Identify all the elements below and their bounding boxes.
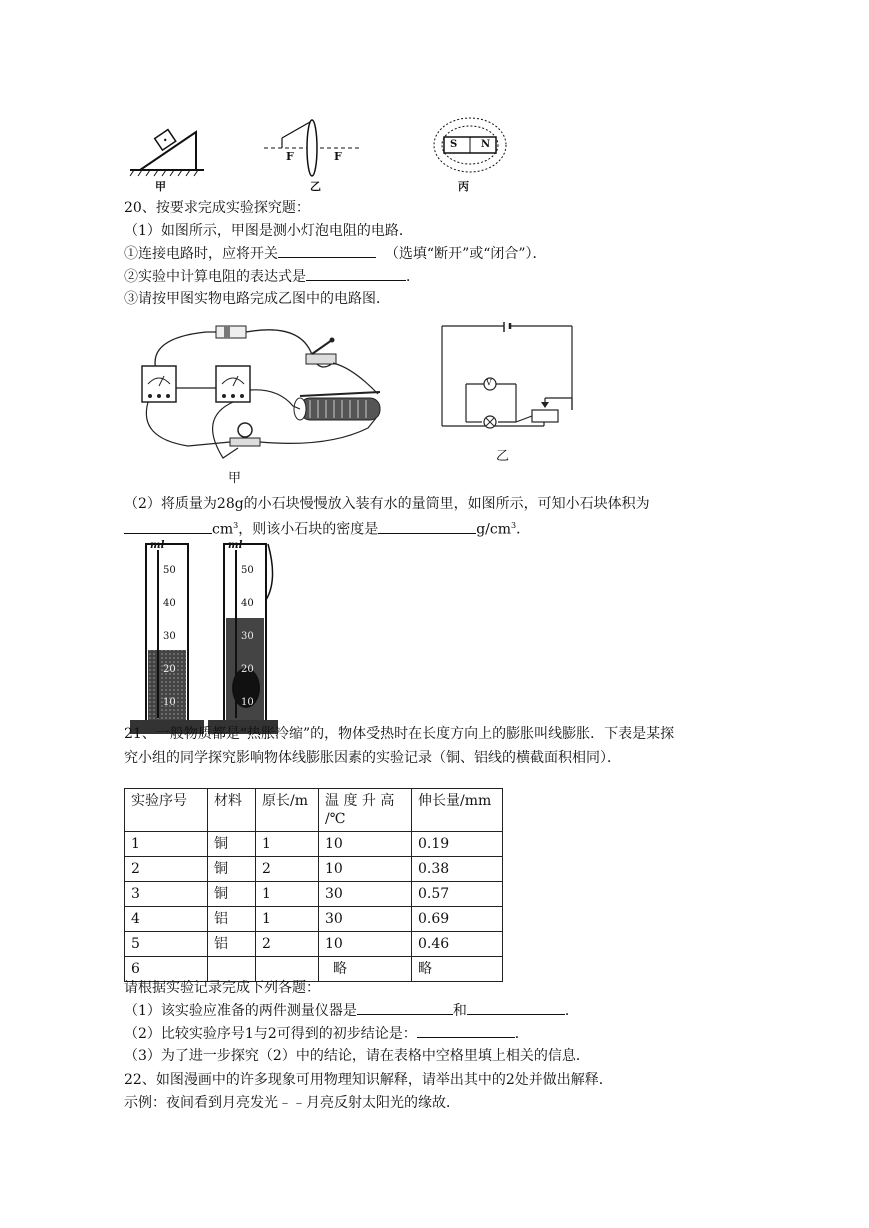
cyl-tick-30: 30 (241, 631, 254, 642)
q21-a1-text: （1）该实验应准备的两件测量仪器是 (124, 1003, 357, 1019)
table-row (125, 882, 503, 907)
q20-title: 20、按要求完成实验探究题： (124, 200, 310, 216)
q21-intro: 请根据实验记录完成下列各题： (124, 980, 320, 996)
table-cell: 4 (125, 907, 208, 932)
figure-yi-label: 乙 (310, 180, 321, 193)
table-cell: 0.69 (412, 907, 503, 932)
ammeter-middle (216, 366, 250, 402)
q20-step2-text: ②实验中计算电阻的表达式是 (124, 269, 306, 285)
q22-text: 22、如图漫画中的许多现象可用物理知识解释，请举出其中的2处并做出解释． (124, 1072, 613, 1088)
cyl-tick-10: 10 (163, 697, 176, 708)
table-cell: 铜 (208, 857, 256, 882)
q20-step3: ③请按甲图实物电路完成乙图中的电路图． (124, 291, 390, 307)
answer-blank-instrument-1[interactable] (357, 1000, 453, 1015)
answer-blank-volume[interactable] (124, 519, 212, 534)
lens-focus-right: F (334, 150, 342, 163)
bulb (230, 423, 260, 446)
q20-part2: （2）将质量为28g的小石块慢慢放入装有水的量筒里，如图所示，可知小石块体积为 (124, 496, 650, 512)
cyl-tick-10: 10 (241, 697, 254, 708)
table-cell: 1 (256, 882, 319, 907)
density-prompt: ，则该小石块的密度是 (238, 521, 379, 538)
table-cell: 铜 (208, 882, 256, 907)
answer-blank-instrument-2[interactable] (467, 1000, 565, 1015)
answer-blank-switch[interactable] (278, 243, 376, 258)
table-cell: 0.46 (412, 932, 503, 957)
header-cell (319, 789, 412, 832)
cyl-tick-40: 40 (241, 598, 254, 609)
voltmeter-left (142, 366, 176, 402)
q21-a1-end: ． (564, 1003, 579, 1019)
q21-text-2: 究小组的同学探究影响物体线膨胀因素的实验记录（铜、铝线的横截面积相同）． (124, 750, 621, 766)
table-row (125, 857, 503, 882)
table-cell: 10 (319, 832, 412, 857)
table-row (125, 932, 503, 957)
answer-blank-density[interactable] (378, 519, 476, 534)
lens-focus-left: F (286, 150, 294, 163)
table-cell: 铝 (208, 907, 256, 932)
q21-text-1: 21、一般物质都是“热胀冷缩”的，物体受热时在长度方向上的膨胀叫线膨胀．下表是某探 (124, 726, 675, 742)
cyl-left-ticks (163, 554, 183, 719)
header-temp-unit: /℃ (325, 811, 346, 827)
figure-jia-label: 甲 (155, 180, 166, 193)
table-header-row (125, 789, 503, 832)
circuit-jia-label: 甲 (228, 471, 242, 486)
unit-gcm3: g/cm (476, 521, 512, 538)
table-cell: 10 (319, 932, 412, 957)
figure-lens (262, 118, 362, 178)
q20-part1: （1）如图所示，甲图是测小灯泡电阻的电路． (124, 223, 413, 239)
table-cell: 3 (125, 882, 208, 907)
q20-step1-hint: （选填“断开”或“闭合”）． (384, 246, 547, 262)
header-temp: 温 度 升 高 (325, 793, 395, 809)
table-cell: 1 (256, 832, 319, 857)
table-cell: 2 (256, 857, 319, 882)
diagram-voltmeter-label: V (486, 378, 492, 387)
cyl-tick-50: 50 (163, 565, 176, 576)
figure-circuit-physical (128, 318, 393, 483)
q20-step1-text: ①连接电路时，应将开关 (124, 246, 278, 262)
figure-bing-label: 丙 (458, 180, 469, 193)
figure-magnet (430, 114, 510, 176)
density-end: ． (516, 521, 531, 538)
unit-sup: 3 (233, 521, 239, 530)
table-cell: 略 (319, 957, 412, 982)
q21-answer3: （3）为了进一步探究（2）中的结论，请在表格中空格里填上相关的信息． (124, 1048, 590, 1064)
cyl-tick-20: 20 (241, 664, 254, 675)
q21-answer1 (124, 1000, 579, 1021)
table-row (125, 907, 503, 932)
magnet-n-label: N (481, 139, 491, 150)
rheostat (294, 392, 380, 420)
table-cell: 1 (125, 832, 208, 857)
unit-sup-2: 3 (511, 521, 517, 530)
q21-answer2 (124, 1023, 529, 1044)
q20-step2 (124, 266, 420, 287)
cyl-left-unit: ml (150, 540, 165, 551)
circuit-yi-label: 乙 (496, 449, 510, 464)
table-cell: 2 (125, 857, 208, 882)
cyl-tick-40: 40 (163, 598, 176, 609)
q20-part2-cont (124, 516, 530, 540)
table-cell: 5 (125, 932, 208, 957)
table-cell: 铝 (208, 932, 256, 957)
answer-blank-conclusion[interactable] (417, 1023, 515, 1038)
table-cell: 1 (256, 907, 319, 932)
table-cell: 30 (319, 882, 412, 907)
header-cell: 实验序号 (125, 789, 208, 832)
table-cell: 略 (412, 957, 503, 982)
q21-a2-end: ． (514, 1026, 529, 1042)
table-cell: 0.57 (412, 882, 503, 907)
q20-step2-end: ． (406, 269, 420, 285)
magnet-s-label: S (450, 139, 458, 150)
cyl-tick-20: 20 (163, 664, 176, 675)
q22-example: 示例：夜间看到月亮发光﹣﹣月亮反射太阳光的缘故． (124, 1095, 460, 1111)
table-cell: 0.19 (412, 832, 503, 857)
header-cell: 伸长量/mm (412, 789, 503, 832)
header-cell: 材料 (208, 789, 256, 832)
table-cell: 30 (319, 907, 412, 932)
table-row (125, 832, 503, 857)
figure-incline (128, 118, 208, 178)
q21-a2-text: （2）比较实验序号1与2可得到的初步结论是： (124, 1026, 417, 1042)
q21-a1-and: 和 (452, 1003, 467, 1019)
figure-circuit-diagram (440, 322, 580, 432)
cyl-right-ticks (241, 554, 261, 719)
header-cell: 原长/m (256, 789, 319, 832)
table-cell: 10 (319, 857, 412, 882)
q20-step1 (124, 243, 547, 264)
cyl-tick-50: 50 (241, 565, 254, 576)
answer-blank-resistance[interactable] (306, 266, 406, 281)
table-cell: 6 (125, 957, 208, 982)
cyl-right-unit: ml (228, 540, 243, 551)
unit-cm3: cm (212, 521, 234, 538)
table-cell: 铜 (208, 832, 256, 857)
experiment-table (124, 788, 503, 982)
cyl-tick-30: 30 (163, 631, 176, 642)
table-cell: 2 (256, 932, 319, 957)
table-cell: 0.38 (412, 857, 503, 882)
